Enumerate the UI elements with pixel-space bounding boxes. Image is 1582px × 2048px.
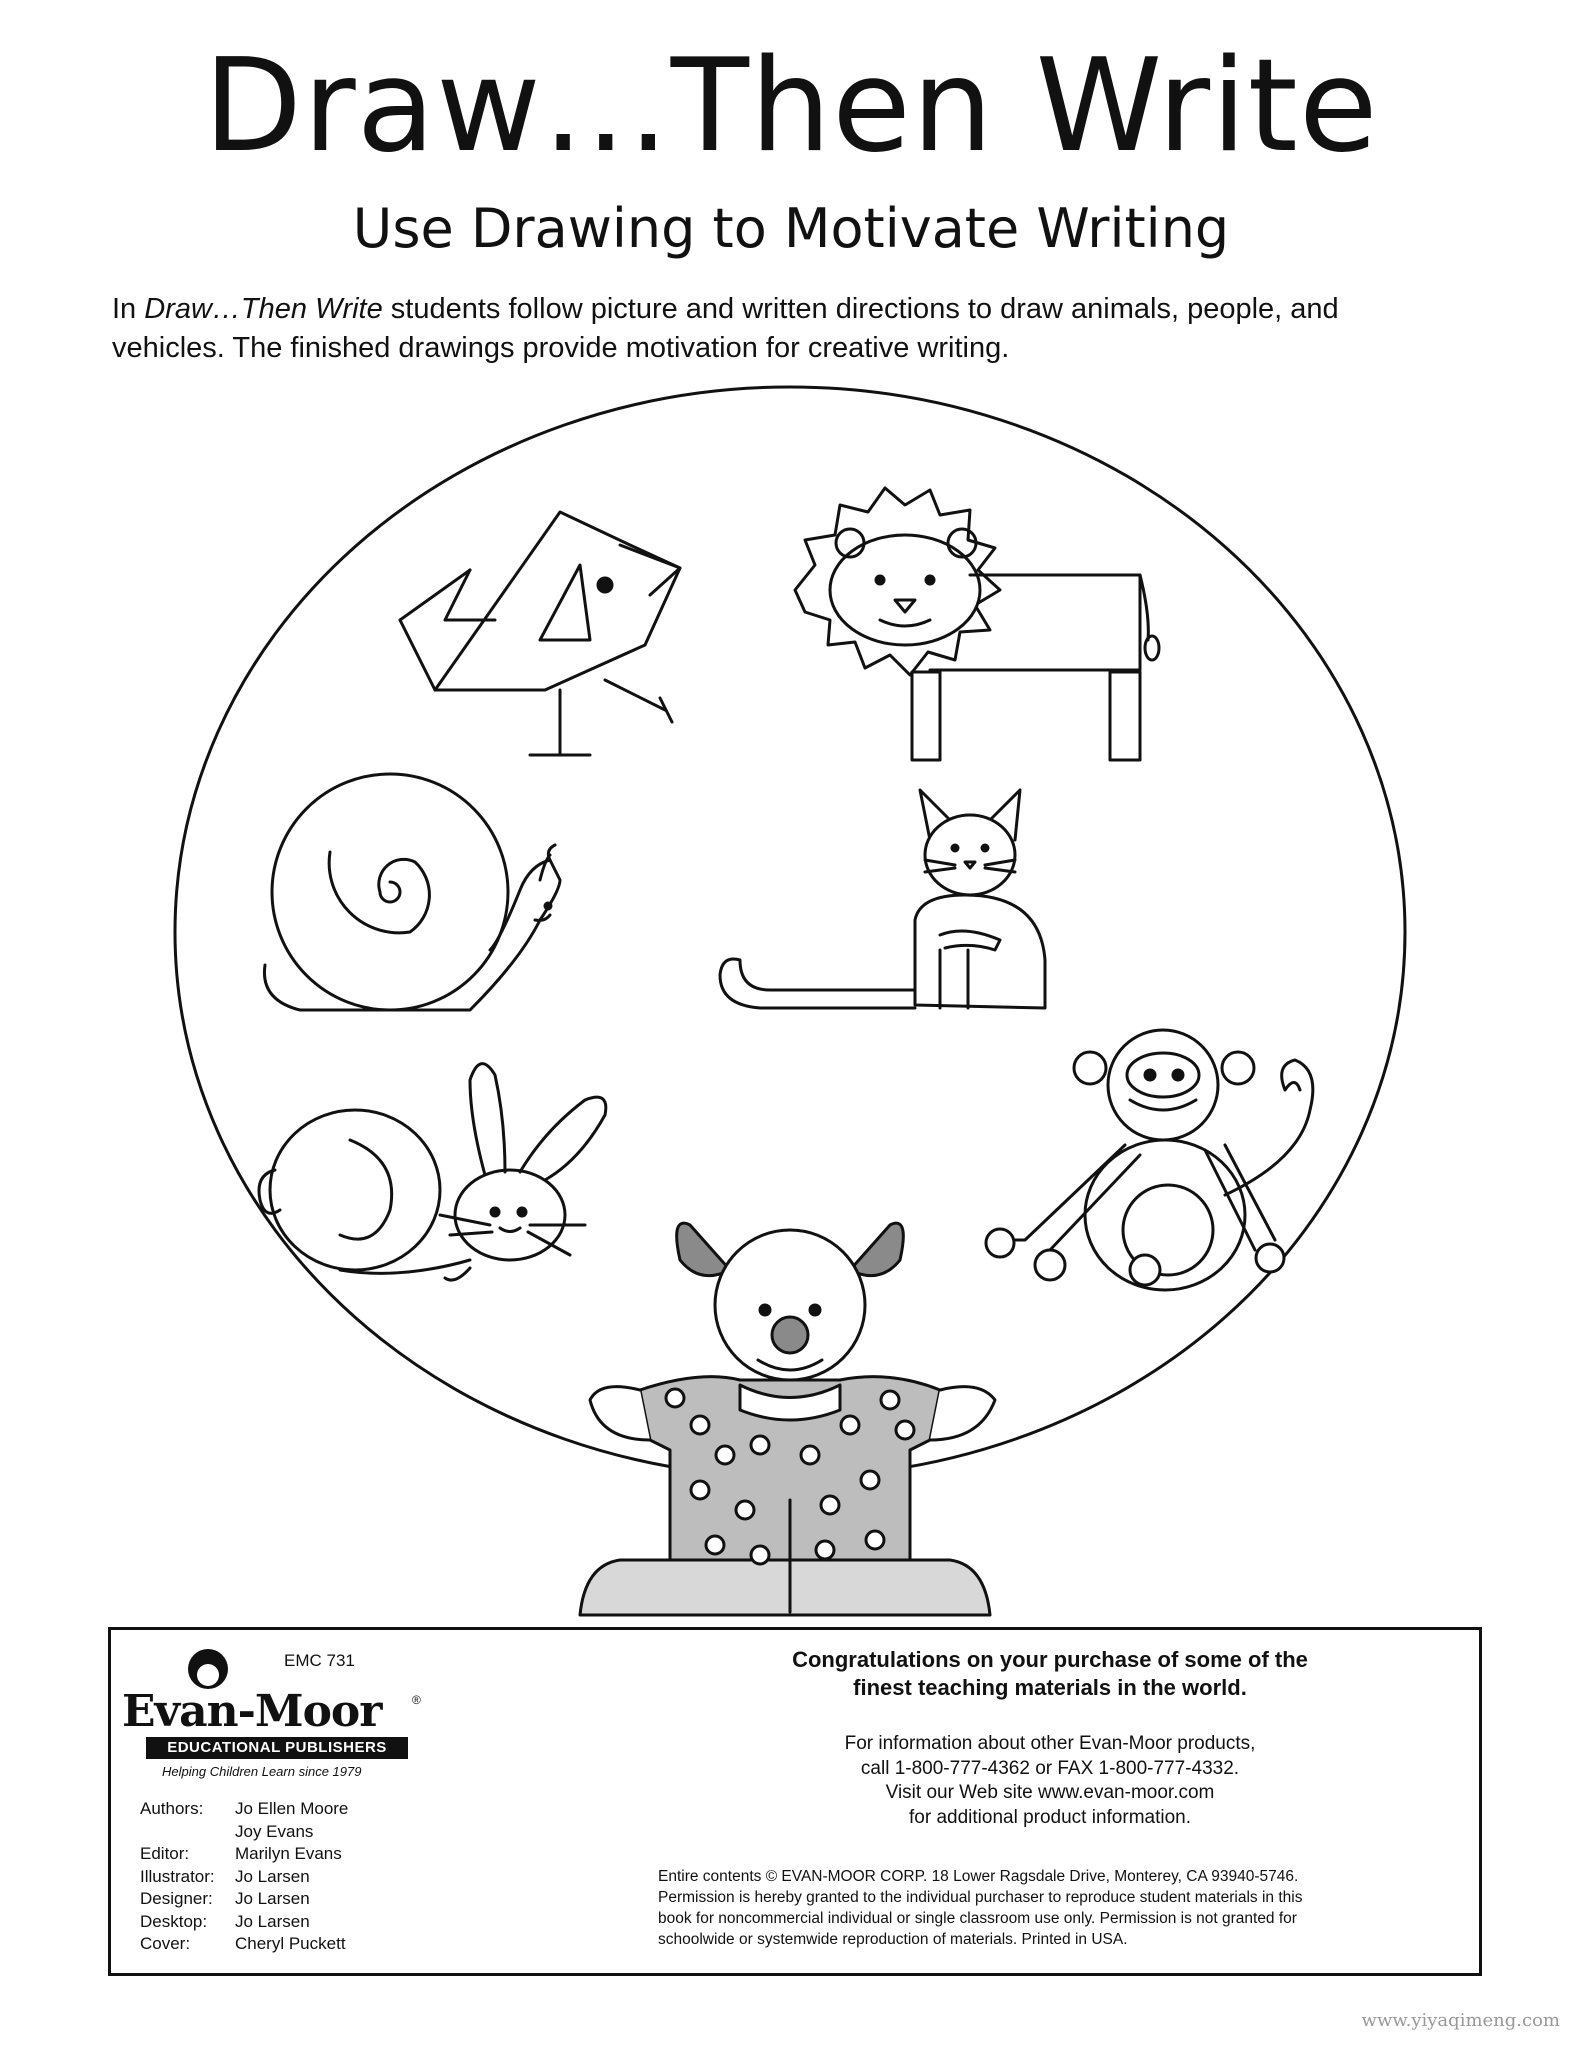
monkey-icon [986, 1030, 1313, 1290]
credit-row: Desktop: Jo Larsen [140, 1911, 310, 1931]
cover-illustration [0, 380, 1582, 1625]
logo-tree-icon [184, 1647, 232, 1691]
product-code: EMC 731 [284, 1651, 355, 1670]
congrats-message: Congratulations on your purchase of some of the finest teaching materials in the world. [792, 1647, 1308, 1700]
bird-icon [400, 512, 680, 755]
intro-paragraph [112, 290, 1452, 368]
snail-icon [264, 774, 560, 1010]
page-title: Draw…Then Write [203, 32, 1379, 181]
copyright-notice: Entire contents © EVAN-MOOR CORP. 18 Lower Ragsdale Drive, Monterey, CA 93940-5746. Permission is hereby granted to the individual purchaser to reproduce student materials in this book for noncommercial individual or single classroom use only. Permission is not granted for schoolwide or systemwide reproduction of materials. Printed in USA. [658, 1868, 1303, 1948]
contact-info: For information about other Evan-Moor products, call 1-800-777-4362 or FAX 1-800-777-4332. Visit our Web site www.evan-moor.com for additional product information. [844, 1733, 1256, 1828]
credit-row: Illustrator: Jo Larsen [140, 1866, 310, 1886]
credit-row: Authors: Jo Ellen Moore [140, 1799, 349, 1818]
publisher-division: EDUCATIONAL PUBLISHERS [146, 1737, 408, 1759]
clown-icon [580, 1223, 995, 1615]
page-subtitle: Use Drawing to Motivate Writing [352, 197, 1230, 260]
publisher-name: Evan-Moor [122, 1686, 382, 1737]
credit-row: Cover: Cheryl Puckett [140, 1934, 346, 1953]
lion-icon [795, 488, 1159, 760]
credits-list [140, 1798, 348, 1956]
intro-book-title: Draw…Then Write [144, 293, 383, 325]
registered-mark: ® [412, 1693, 421, 1707]
intro-prefix: In [112, 293, 145, 325]
rabbit-icon [259, 1064, 606, 1280]
intro-text: students follow picture and written directions to draw animals, people, and vehicles. The finished drawings provide motivation for creative writing. [112, 293, 1339, 364]
cat-icon [720, 790, 1045, 1008]
credit-row: Joy Evans [235, 1821, 314, 1841]
credit-row: Editor: Marilyn Evans [140, 1844, 342, 1863]
publisher-tagline: Helping Children Learn since 1979 [162, 1764, 362, 1779]
credit-row: Designer: Jo Larsen [140, 1889, 310, 1908]
watermark-text: www.yiyaqimeng.com [1361, 2010, 1560, 2031]
